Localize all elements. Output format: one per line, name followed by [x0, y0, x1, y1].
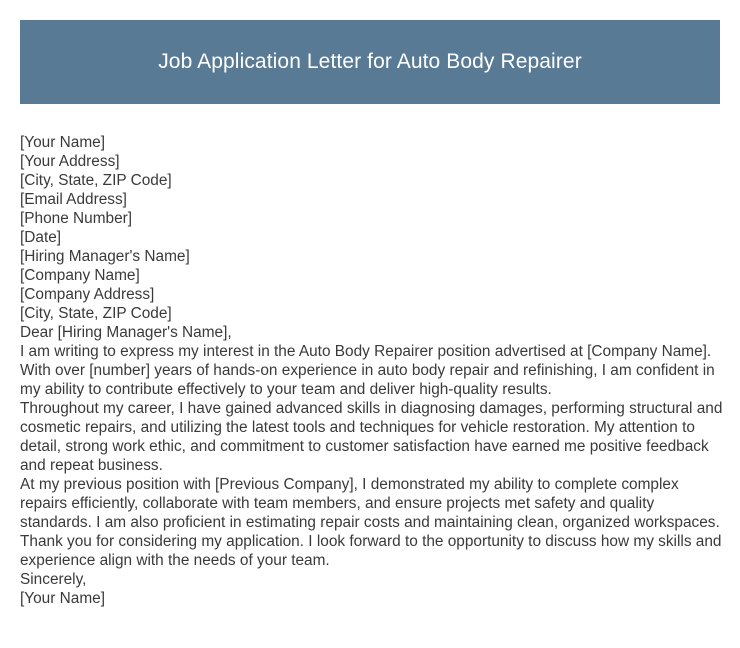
closing: Sincerely,	[20, 571, 87, 588]
sender-block	[20, 133, 725, 247]
recipient-block	[20, 247, 725, 323]
sender-email: [Email Address]	[20, 191, 127, 208]
header-banner	[20, 20, 720, 104]
recipient-company-address: [Company Address]	[20, 286, 155, 303]
body-paragraph-closing: Thank you for considering my application. I look forward to the opportunity to discuss how my skills and experience align with the needs of your team.	[20, 533, 722, 569]
sender-address: [Your Address]	[20, 153, 120, 170]
body-paragraph-skills: Throughout my career, I have gained advanced skills in diagnosing damages, performing structural and cosmetic repairs, and utilizing the latest tools and techniques for vehicle restoration. My attention to detail, strong work ethic, and commitment to customer satisfaction have earned me positive feedback and repeat business.	[20, 400, 723, 474]
salutation: Dear [Hiring Manager's Name],	[20, 324, 232, 341]
sender-name: [Your Name]	[20, 134, 105, 151]
letter-body	[20, 133, 725, 608]
letter-date: [Date]	[20, 229, 62, 246]
sender-phone: [Phone Number]	[20, 210, 133, 227]
signature: [Your Name]	[20, 590, 105, 607]
page-title: Job Application Letter for Auto Body Repairer	[158, 50, 582, 73]
recipient-city-state-zip: [City, State, ZIP Code]	[20, 305, 172, 322]
recipient-company-name: [Company Name]	[20, 267, 140, 284]
recipient-manager-name: [Hiring Manager's Name]	[20, 248, 190, 265]
body-paragraph-intro: I am writing to express my interest in the Auto Body Repairer position advertised at [Company Name]. With over [number] years of hands-on experience in auto body repair and refinishing, I am confident in my ability to contribute effectively to your team and deliver high-quality results.	[20, 343, 715, 398]
body-paragraph-experience: At my previous position with [Previous Company], I demonstrated my ability to complete complex repairs efficiently, collaborate with team members, and ensure projects met safety and quality standards. I am also proficient in estimating repair costs and maintaining clean, organized workspaces.	[20, 476, 720, 531]
sender-city-state-zip: [City, State, ZIP Code]	[20, 172, 172, 189]
